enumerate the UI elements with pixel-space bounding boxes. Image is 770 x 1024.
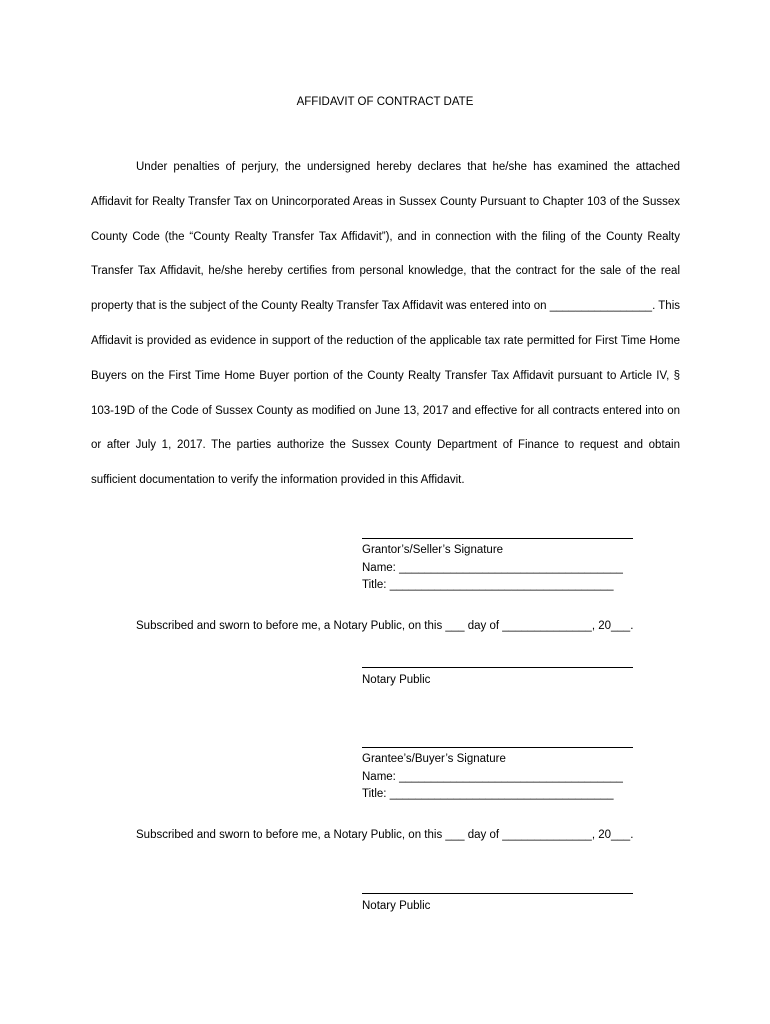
grantee-signature-label: Grantee’s/Buyer’s Signature [362, 753, 506, 765]
notary-sworn-sentence-1: Subscribed and sworn to before me, a Notary Public, on this ___ day of ______________, 20___. [136, 620, 634, 632]
grantor-name-field[interactable]: Name: ___________________________________ [362, 561, 623, 574]
notary-signature-line-2[interactable] [362, 893, 633, 894]
notary-block-2 [362, 893, 642, 916]
grantor-signature-label: Grantor’s/Seller’s Signature [362, 544, 504, 556]
notary-public-label-2: Notary Public [362, 900, 431, 912]
document-title: AFFIDAVIT OF CONTRACT DATE [296, 96, 474, 108]
notary-public-label-1: Notary Public [362, 674, 431, 686]
grantee-title-field[interactable]: Title: ___________________________________ [362, 788, 614, 800]
affidavit-body-paragraph: Under penalties of perjury, the undersigned hereby declares that he/she has examined the attached Affidavit for Realty Transfer Tax on Unincorporated Areas in Sussex County Pursuant to Chapter 103 of the Sussex County Code (the “County Realty Transfer Tax Affidavit”), and in connection with the filing of the County Realty Transfer Tax Affidavit, he/she hereby certifies from personal knowledge, that the contract for the sale of the real property that is the subject of the County Realty Transfer Tax Affidavit was entered into on ________________. This Affidavit is provided as evidence in support of the reduction of the applicable tax rate permitted for First Time Home Buyers on the First Time Home Buyer portion of the County Realty Transfer Tax Affidavit pursuant to Article IV, § 103-19D of the Code of Sussex County as modified on June 13, 2017 and effective for all contracts entered into on or after July 1, 2017. The parties authorize the Sussex County Department of Finance to request and obtain sufficient documentation to verify the information provided in this Affidavit. [91, 161, 680, 487]
grantor-title-field[interactable]: Title: ___________________________________ [362, 579, 614, 591]
grantor-signature-block [362, 538, 642, 595]
notary-sworn-sentence-2: Subscribed and sworn to before me, a Notary Public, on this ___ day of ______________, 20___. [136, 829, 634, 841]
grantee-name-field[interactable]: Name: ___________________________________ [362, 770, 623, 783]
notary-signature-line-1[interactable] [362, 667, 633, 668]
grantee-signature-block [362, 747, 642, 804]
grantee-signature-line[interactable] [362, 747, 633, 748]
notary-block-1 [362, 667, 642, 690]
grantor-signature-line[interactable] [362, 538, 633, 539]
